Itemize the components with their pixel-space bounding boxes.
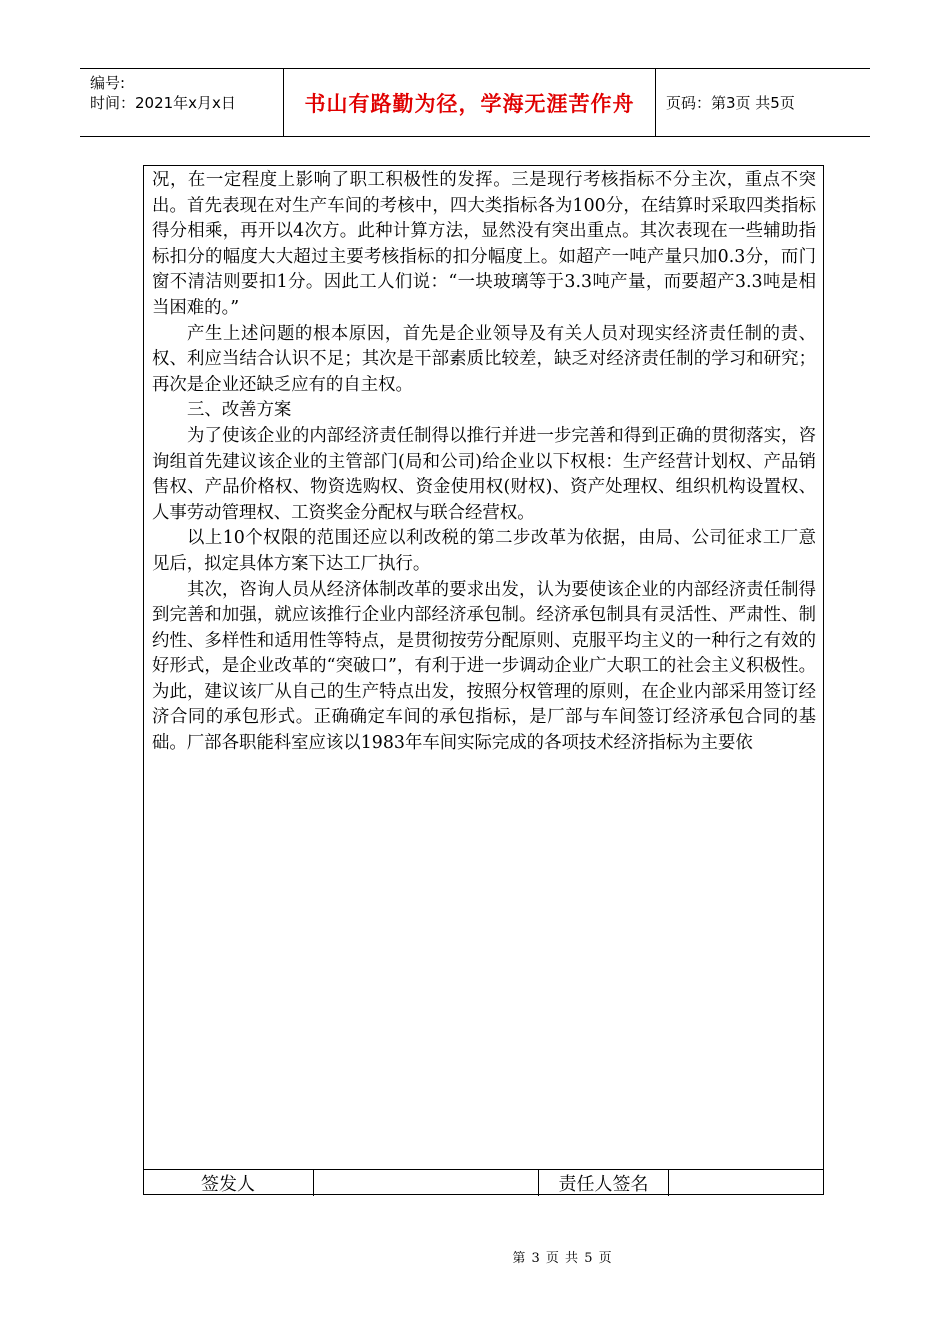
header-motto: 书山有路勤为径，学海无涯苦作舟 (284, 69, 656, 136)
responsible-field[interactable] (669, 1170, 824, 1196)
body-paragraph: 为了使该企业的内部经济责任制得以推行并进一步完善和得到正确的贯彻落实，咨询组首先建议该企业的主管部门(局和公司)给企业以下权根：生产经营计划权、产品销售权、产品价格权、物资选购权、资金使用权(财权)、资产处理权、组织机构设置权、人事劳动管理权、工资奖金分配权与联合经营权。 (152, 425, 816, 523)
body-paragraph: 其次，咨询人员从经济体制改革的要求出发，认为要使该企业的内部经济责任制得到完善和加强，就应该推行企业内部经济承包制。经济承包制具有灵活性、严肃性、制约性、多样性和适用性等特点，是贯彻按劳分配原则、克服平均主义的一种行之有效的好形式，是企业改革的“突破口”，有利于进一步调动企业广大职工的社会主义积极性。为此，建议该厂从自己的生产特点出发，按照分权管理的原则，在企业内部采用签订经济合同的承包形式。正确确定车间的承包指标，是厂部与车间签订经济承包合同的基础。厂部各职能科室应该以1983年车间实际完成的各项技术经济指标为主要依 (152, 579, 816, 754)
issuer-field[interactable] (314, 1170, 539, 1196)
page-footer (0, 1247, 950, 1266)
document-body (152, 168, 816, 757)
responsible-label: 责任人签名 (539, 1170, 669, 1196)
footer-page-number: 第 3 页 共 5 页 (512, 1251, 613, 1266)
header-table (80, 68, 870, 137)
time-label: 时间：2021年x月x日 (90, 94, 236, 112)
body-paragraph: 以上10个权限的范围还应以利改税的第二步改革为依据，由局、公司征求工厂意见后，拟定具体方案下达工厂执行。 (152, 528, 816, 574)
body-paragraph: 产生上述问题的根本原因，首先是企业领导及有关人员对现实经济责任制的责、权、利应当结合认识不足；其次是干部素质比较差，缺乏对经济责任制的学习和研究；再次是企业还缺乏应有的自主权。 (152, 323, 816, 395)
issuer-label: 签发人 (143, 1170, 314, 1196)
signature-row (143, 1169, 824, 1196)
body-paragraph: 况，在一定程度上影响了职工积极性的发挥。三是现行考核指标不分主次，重点不突出。首先表现在对生产车间的考核中，四大类指标各为100分，在结算时采取四类指标得分相乘，再开以4次方。此种计算方法，显然没有突出重点。其次表现在一些辅助指标扣分的幅度大大超过主要考核指标的扣分幅度上。如超产一吨产量只加0.3分，而门窗不清洁则要扣1分。因此工人们说：“一块玻璃等于3.3吨产量，而要超产3.3吨是相当困难的。” (152, 170, 816, 318)
header-page-code: 页码：第3页 共5页 (666, 94, 795, 112)
header-meta (80, 69, 284, 136)
section-heading: 三、改善方案 (187, 400, 292, 421)
number-label: 编号: (90, 74, 126, 92)
